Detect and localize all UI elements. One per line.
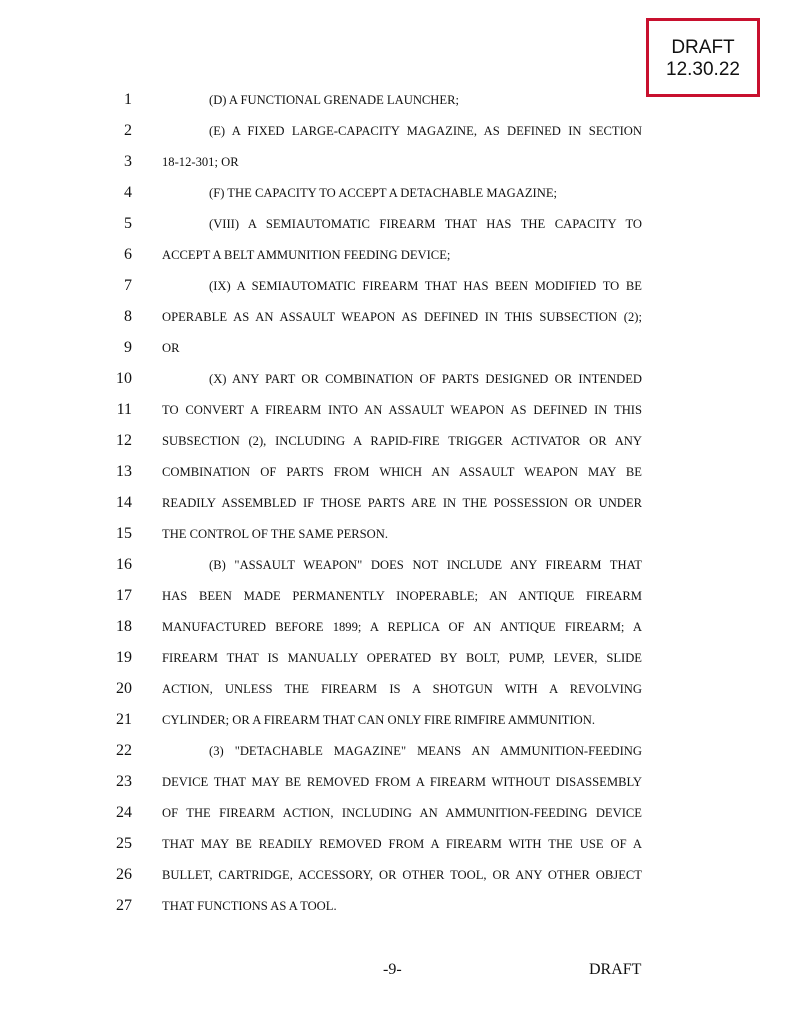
line-19: [0, 647, 792, 669]
draft-stamp-label: DRAFT: [671, 37, 735, 58]
line-text: 18-12-301; OR: [162, 155, 239, 169]
line-number: 22: [116, 742, 132, 759]
line-number: 25: [116, 835, 132, 852]
line-17: [0, 585, 792, 607]
line-5: [0, 213, 792, 235]
line-16: [0, 554, 792, 576]
line-text: OPERABLE AS AN ASSAULT WEAPON AS DEFINED IN THIS SUBSECTION (2);: [162, 310, 642, 324]
line-number: 27: [116, 897, 132, 914]
line-number: 1: [124, 91, 132, 108]
line-13: [0, 461, 792, 483]
line-text: (X) ANY PART OR COMBINATION OF PARTS DESIGNED OR INTENDED: [209, 372, 642, 386]
line-number: 16: [116, 556, 132, 573]
line-number: 26: [116, 866, 132, 883]
line-1: [0, 89, 792, 111]
line-text: (D) A FUNCTIONAL GRENADE LAUNCHER;: [209, 93, 459, 107]
line-text: (B) "ASSAULT WEAPON" DOES NOT INCLUDE ANY FIREARM THAT: [209, 558, 642, 572]
line-2: [0, 120, 792, 142]
line-23: [0, 771, 792, 793]
line-text: ACTION, UNLESS THE FIREARM IS A SHOTGUN WITH A REVOLVING: [162, 682, 642, 696]
draft-stamp-date: 12.30.22: [666, 59, 740, 80]
line-number: 20: [116, 680, 132, 697]
line-number: 6: [124, 246, 132, 263]
line-text: HAS BEEN MADE PERMANENTLY INOPERABLE; AN ANTIQUE FIREARM: [162, 589, 642, 603]
line-20: [0, 678, 792, 700]
line-text: (IX) A SEMIAUTOMATIC FIREARM THAT HAS BEEN MODIFIED TO BE: [209, 279, 642, 293]
line-number: 13: [116, 463, 132, 480]
line-number: 4: [124, 184, 132, 201]
line-text: THAT FUNCTIONS AS A TOOL.: [162, 899, 337, 913]
line-number: 9: [124, 339, 132, 356]
line-number: 19: [116, 649, 132, 666]
line-6: [0, 244, 792, 266]
line-number: 2: [124, 122, 132, 139]
line-18: [0, 616, 792, 638]
line-9: [0, 337, 792, 359]
line-15: [0, 523, 792, 545]
line-number: 7: [124, 277, 132, 294]
line-26: [0, 864, 792, 886]
line-number: 8: [124, 308, 132, 325]
line-text: THE CONTROL OF THE SAME PERSON.: [162, 527, 389, 541]
line-text: DEVICE THAT MAY BE REMOVED FROM A FIREARM WITHOUT DISASSEMBLY: [162, 775, 642, 789]
line-7: [0, 275, 792, 297]
line-24: [0, 802, 792, 824]
line-number: 24: [116, 804, 132, 821]
line-4: [0, 182, 792, 204]
line-number: 11: [116, 401, 132, 418]
line-14: [0, 492, 792, 514]
line-text: CYLINDER; OR A FIREARM THAT CAN ONLY FIRE RIMFIRE AMMUNITION.: [162, 713, 596, 727]
line-number: 3: [124, 153, 132, 170]
line-number: 5: [124, 215, 132, 232]
line-number: 23: [116, 773, 132, 790]
line-25: [0, 833, 792, 855]
line-text: BULLET, CARTRIDGE, ACCESSORY, OR OTHER TOOL, OR ANY OTHER OBJECT: [162, 868, 642, 882]
line-text: THAT MAY BE READILY REMOVED FROM A FIREARM WITH THE USE OF A: [162, 837, 642, 851]
line-number: 17: [116, 587, 132, 604]
line-text: (F) THE CAPACITY TO ACCEPT A DETACHABLE MAGAZINE;: [209, 186, 558, 200]
line-27: [0, 895, 792, 917]
line-10: [0, 368, 792, 390]
line-text: FIREARM THAT IS MANUALLY OPERATED BY BOLT, PUMP, LEVER, SLIDE: [162, 651, 642, 665]
line-21: [0, 709, 792, 731]
line-text: MANUFACTURED BEFORE 1899; A REPLICA OF AN ANTIQUE FIREARM; A: [162, 620, 642, 634]
line-number: 12: [116, 432, 132, 449]
line-text: OF THE FIREARM ACTION, INCLUDING AN AMMUNITION-FEEDING DEVICE: [162, 806, 642, 820]
footer-draft-label: DRAFT: [589, 961, 642, 978]
line-11: [0, 399, 792, 421]
line-text: OR: [162, 341, 180, 355]
line-number: 10: [116, 370, 132, 387]
line-22: [0, 740, 792, 762]
line-number: 14: [116, 494, 132, 511]
line-text: READILY ASSEMBLED IF THOSE PARTS ARE IN THE POSSESSION OR UNDER: [162, 496, 642, 510]
line-number: 15: [116, 525, 132, 542]
line-text: (VIII) A SEMIAUTOMATIC FIREARM THAT HAS THE CAPACITY TO: [209, 217, 642, 231]
page-number: -9-: [383, 961, 402, 978]
line-text: SUBSECTION (2), INCLUDING A RAPID-FIRE TRIGGER ACTIVATOR OR ANY: [162, 434, 642, 448]
line-number: 18: [116, 618, 132, 635]
line-text: COMBINATION OF PARTS FROM WHICH AN ASSAULT WEAPON MAY BE: [162, 465, 642, 479]
line-text: ACCEPT A BELT AMMUNITION FEEDING DEVICE;: [162, 248, 451, 262]
line-text: (3) "DETACHABLE MAGAZINE" MEANS AN AMMUNITION-FEEDING: [209, 744, 642, 758]
line-12: [0, 430, 792, 452]
line-text: (E) A FIXED LARGE-CAPACITY MAGAZINE, AS DEFINED IN SECTION: [209, 124, 642, 138]
line-8: [0, 306, 792, 328]
line-number: 21: [116, 711, 132, 728]
line-3: [0, 151, 792, 173]
line-text: TO CONVERT A FIREARM INTO AN ASSAULT WEAPON AS DEFINED IN THIS: [162, 403, 642, 417]
